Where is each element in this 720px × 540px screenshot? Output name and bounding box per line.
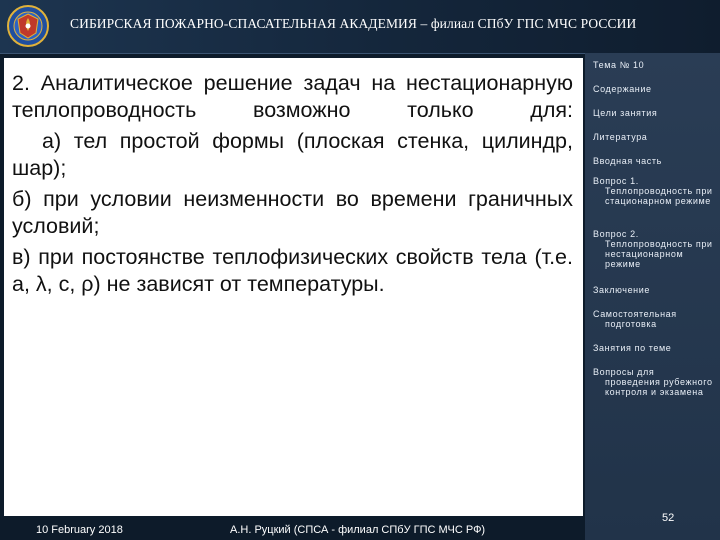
footer-date: 10 February 2018 — [36, 524, 123, 536]
slide-text — [12, 70, 573, 302]
sidebar-item-topic[interactable] — [593, 60, 715, 70]
sidebar-nav — [585, 53, 720, 540]
list-item: а) тел простой формы (плоская стенка, цилиндр, шар); — [12, 129, 573, 180]
sidebar-item-introduction[interactable] — [593, 156, 715, 166]
sidebar-item-question-1[interactable] — [593, 176, 715, 206]
sidebar-item-sublabel: подготовка — [605, 319, 657, 329]
sidebar-item-label: Содержание — [593, 84, 652, 94]
page-title: СИБИРСКАЯ ПОЖАРНО-СПАСАТЕЛЬНАЯ АКАДЕМИЯ – филиал СПбУ ГПС МЧС РОССИИ — [70, 16, 637, 31]
sidebar-item-label: Вопрос 2. — [593, 229, 639, 239]
sidebar-item-label: Вводная часть — [593, 156, 662, 166]
sidebar-item-label: Тема № 10 — [593, 60, 645, 70]
footer-author: А.Н. Руцкий (СПСА - филиал СПбУ ГПС МЧС РФ) — [230, 524, 486, 536]
sidebar-item-sublabel: Теплопроводность при стационарном режиме — [605, 186, 713, 206]
sidebar-item-question-2[interactable] — [593, 229, 715, 269]
list-item: в) при постоянстве теплофизических свойств тела (т.е. a, λ, c, ρ) не зависят от температуры. — [12, 245, 573, 296]
sidebar-item-label: Вопрос 1. — [593, 176, 639, 186]
sidebar-item-sublabel: проведения рубежного контроля и экзамена — [605, 377, 713, 397]
sidebar-item-contents[interactable] — [593, 84, 715, 94]
sidebar-item-label: Вопросы для — [593, 367, 655, 377]
page-number: 52 — [662, 512, 675, 524]
sidebar-item-label: Занятия по теме — [593, 343, 672, 353]
footer-bar — [0, 516, 585, 540]
sidebar-item-sublabel: Теплопроводность при нестационарном режиме — [605, 239, 713, 269]
sidebar-item-label: Заключение — [593, 285, 650, 295]
sidebar-item-topic-classes[interactable] — [593, 343, 715, 353]
sidebar-item-self-study[interactable] — [593, 309, 715, 329]
slide-content-area — [4, 58, 583, 516]
list-item: б) при условии неизменности во времени граничных условий; — [12, 187, 573, 238]
header-bar — [0, 0, 720, 54]
sidebar-item-goals[interactable] — [593, 108, 715, 118]
sidebar-item-label: Цели занятия — [593, 108, 658, 118]
sidebar-item-label: Литература — [593, 132, 648, 142]
sidebar-item-control-questions[interactable] — [593, 367, 715, 397]
sidebar-item-conclusion[interactable] — [593, 285, 715, 295]
sidebar-item-label: Самостоятельная — [593, 309, 677, 319]
academy-emblem-icon — [7, 5, 49, 47]
sidebar-item-literature[interactable] — [593, 132, 715, 142]
intro-paragraph: 2. Аналитическое решение задач на нестационарную теплопроводность возможно только для: — [12, 71, 573, 122]
